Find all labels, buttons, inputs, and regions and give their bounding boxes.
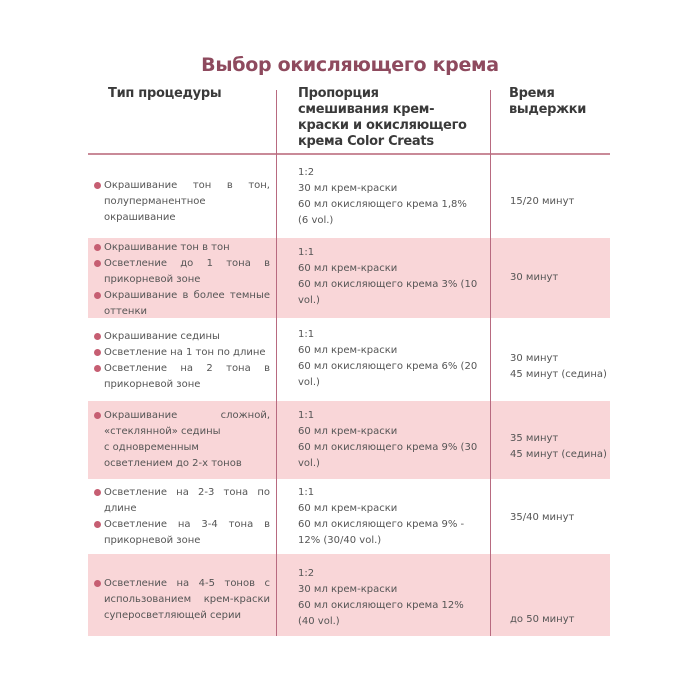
bullet-dot-icon xyxy=(94,412,101,419)
procedure-cell xyxy=(94,240,270,320)
table-row xyxy=(88,320,610,398)
procedure-item: Окрашивание сложной, «стеклянной» седины xyxy=(94,408,270,440)
procedure-item: Осветление на 3-4 тона в прикорневой зоне xyxy=(94,517,270,549)
header-proportion-line: смешивания крем- xyxy=(298,102,435,117)
bullet-dot-icon xyxy=(94,244,101,251)
header-exposure-time xyxy=(509,86,586,118)
time-cell: 30 минут xyxy=(510,272,559,283)
time-cell: 30 минут 45 минут (седина) xyxy=(510,353,607,380)
bullet-dot-icon xyxy=(94,349,101,356)
header-time-line: выдержки xyxy=(509,102,587,117)
table-row xyxy=(88,158,610,236)
header-time-line: Время xyxy=(509,86,555,101)
header-proportion-line: Пропорция xyxy=(298,86,379,101)
procedure-cell xyxy=(94,408,270,472)
procedure-cell xyxy=(94,485,270,549)
table-row xyxy=(88,554,610,636)
header-proportion-line: краски и окисляющего xyxy=(298,118,467,133)
proportion-cell: 1:1 60 мл крем-краски 60 мл окисляющего крема 6% (20 vol.) xyxy=(298,329,478,388)
procedure-cell xyxy=(94,178,270,226)
time-cell: 35/40 минут xyxy=(510,512,575,523)
header-procedure-type: Тип процедуры xyxy=(108,86,222,101)
table-row xyxy=(88,401,610,479)
procedure-item: Осветление на 2 тона в прикорневой зоне xyxy=(94,361,270,393)
procedure-item: Осветление на 2-3 тона по длине xyxy=(94,485,270,517)
bullet-dot-icon xyxy=(94,580,101,587)
procedure-cell xyxy=(94,576,270,624)
procedure-item: Окрашивание седины xyxy=(94,329,270,345)
header-proportion xyxy=(298,86,467,150)
bullet-dot-icon xyxy=(94,182,101,189)
time-cell: 35 минут 45 минут (седина) xyxy=(510,433,607,460)
procedure-item: Окрашивание тон в тон, полуперманентное окрашивание xyxy=(94,178,270,226)
procedure-item: Осветление на 1 тон по длине xyxy=(94,345,270,361)
header-proportion-line: крема Color Creats xyxy=(298,134,434,149)
column-divider xyxy=(490,90,491,636)
bullet-dot-icon xyxy=(94,292,101,299)
bullet-dot-icon xyxy=(94,333,101,340)
header-divider xyxy=(88,153,610,155)
time-cell: до 50 минут xyxy=(510,614,575,625)
bullet-dot-icon xyxy=(94,521,101,528)
table-row xyxy=(88,481,610,553)
procedure-item-continued: с одновременным осветлением до 2-х тонов xyxy=(104,442,242,469)
column-divider xyxy=(276,90,277,636)
procedure-item: Окрашивание тон в тон xyxy=(94,240,270,256)
page-title: Выбор окисляющего крема xyxy=(201,54,499,76)
proportion-cell: 1:1 60 мл крем-краски 60 мл окисляющего крема 3% (10 vol.) xyxy=(298,247,478,306)
bullet-dot-icon xyxy=(94,260,101,267)
bullet-dot-icon xyxy=(94,365,101,372)
proportion-cell: 1:2 30 мл крем-краски 60 мл окисляющего крема 1,8% (6 vol.) xyxy=(298,167,467,226)
procedure-cell xyxy=(94,329,270,393)
proportion-cell: 1:1 60 мл крем-краски 60 мл окисляющего крема 9% (30 vol.) xyxy=(298,410,478,469)
proportion-cell: 1:1 60 мл крем-краски 60 мл окисляющего крема 9% - 12% (30/40 vol.) xyxy=(298,487,465,546)
procedure-item: Осветление на 4-5 тонов с использованием крем-краски суперосветляющей серии xyxy=(94,576,270,624)
procedure-item: Осветление до 1 тона в прикорневой зоне xyxy=(94,256,270,288)
proportion-cell: 1:2 30 мл крем-краски 60 мл окисляющего крема 12% (40 vol.) xyxy=(298,568,464,627)
table-row xyxy=(88,238,610,318)
bullet-dot-icon xyxy=(94,489,101,496)
procedure-item: Окрашивание в более темные оттенки xyxy=(94,288,270,320)
time-cell: 15/20 минут xyxy=(510,196,575,207)
